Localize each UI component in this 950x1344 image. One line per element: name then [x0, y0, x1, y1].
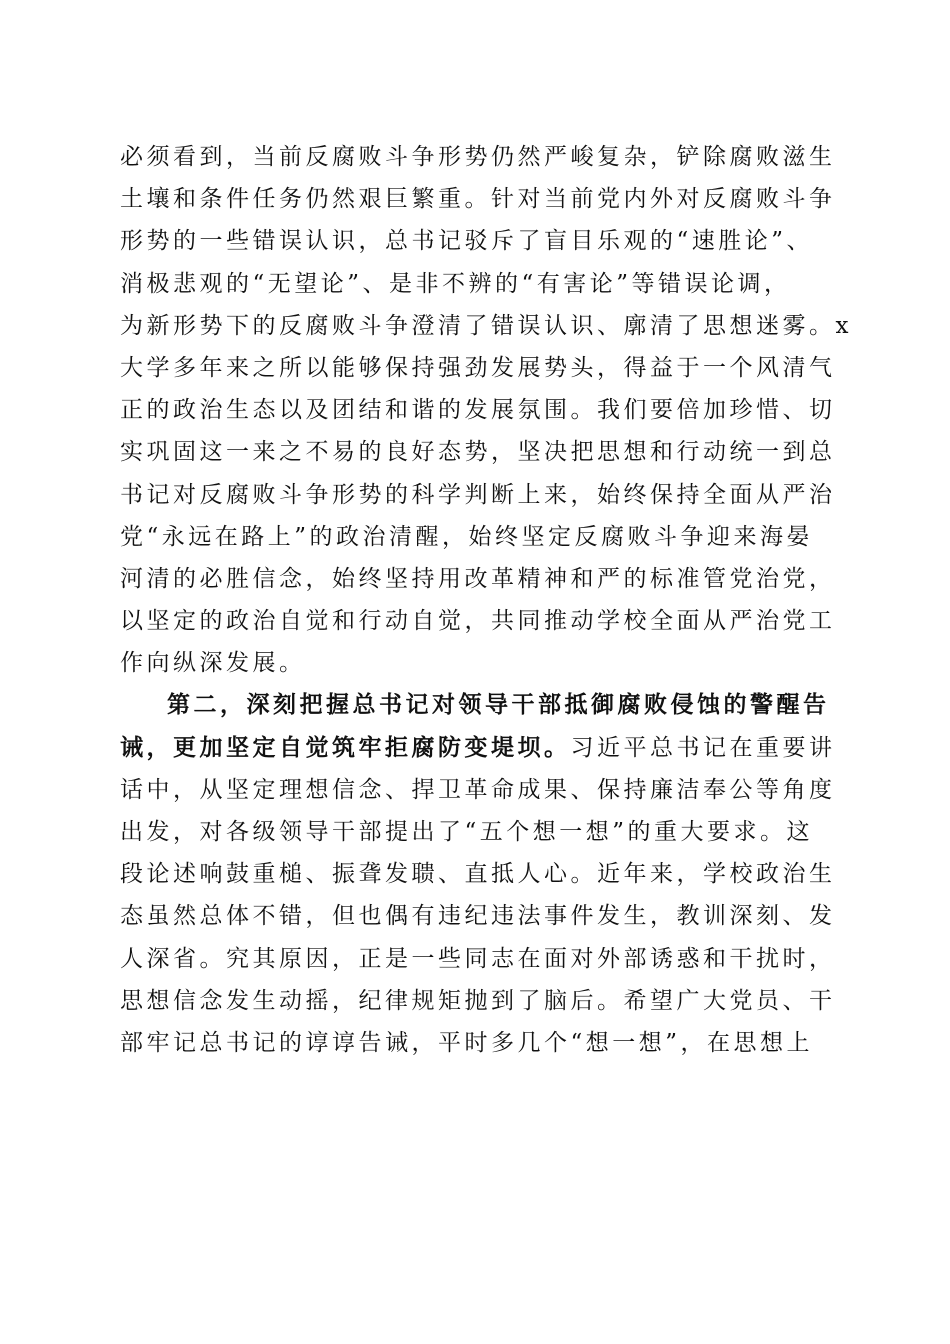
text-line: 实巩固这一来之不易的良好态势，坚决把思想和行动统一到总	[120, 439, 836, 466]
text-line: 必须看到，当前反腐败斗争形势仍然严峻复杂，铲除腐败滋生	[120, 144, 836, 170]
text-line	[120, 727, 836, 769]
text-line: 大学多年来之所以能够保持强劲发展势头，得益于一个风清气	[120, 354, 836, 381]
text-line: 话中，从坚定理想信念、捍卫革命成果、保持廉洁奉公等角度	[120, 776, 836, 803]
text-line: 出发，对各级领导干部提出了“五个想一想”的重大要求。这	[120, 819, 814, 845]
text-line: 党“永远在路上”的政治清醒，始终坚定反腐败斗争迎来海晏	[120, 523, 814, 550]
text-line: 段论述响鼓重槌、振聋发聩、直抵人心。近年来，学校政治生	[120, 861, 836, 888]
text-line: 思想信念发生动摇，纪律规矩抛到了脑后。希望广大党员、干	[120, 987, 836, 1014]
section-heading-line: 第二，深刻把握总书记对领导干部抵御腐败侵蚀的警醒告	[167, 691, 830, 719]
text-line: 为新形势下的反腐败斗争澄清了错误认识、廓清了思想迷雾。x	[120, 312, 852, 339]
body-text: 习近平总书记在重要讲	[570, 734, 836, 761]
text-line: 河清的必胜信念，始终坚持用改革精神和严的标准管党治党，	[120, 565, 836, 592]
text-line: 土壤和条件任务仍然艰巨繁重。针对当前党内外对反腐败斗争	[120, 186, 836, 213]
text-line: 人深省。究其原因，正是一些同志在面对外部诱惑和干扰时，	[120, 945, 836, 972]
text-line: 以坚定的政治自觉和行动自觉，共同推动学校全面从严治党工	[120, 608, 836, 635]
text-line: 部牢记总书记的谆谆告诫，平时多几个“想一想”，在思想上	[120, 1029, 814, 1056]
paragraph-2	[120, 684, 836, 1064]
paragraph-1	[120, 136, 852, 684]
text-line: 态虽然总体不错，但也偶有违纪违法事件发生，教训深刻、发	[120, 903, 836, 930]
text-line: 书记对反腐败斗争形势的科学判断上来，始终保持全面从严治	[120, 481, 836, 508]
text-line: 正的政治生态以及团结和谐的发展氛围。我们要倍加珍惜、切	[120, 397, 836, 424]
document-body	[120, 136, 852, 1064]
text-line: 作向纵深发展。	[120, 650, 306, 677]
text-line: 消极悲观的“无望论”、是非不辨的“有害论”等错误论调，	[120, 270, 791, 297]
section-heading-text: 诫，更加坚定自觉筑牢拒腐防变堤坝。	[120, 733, 571, 761]
text-line: 形势的一些错误认识，总书记驳斥了盲目乐观的“速胜论”、	[120, 228, 814, 255]
